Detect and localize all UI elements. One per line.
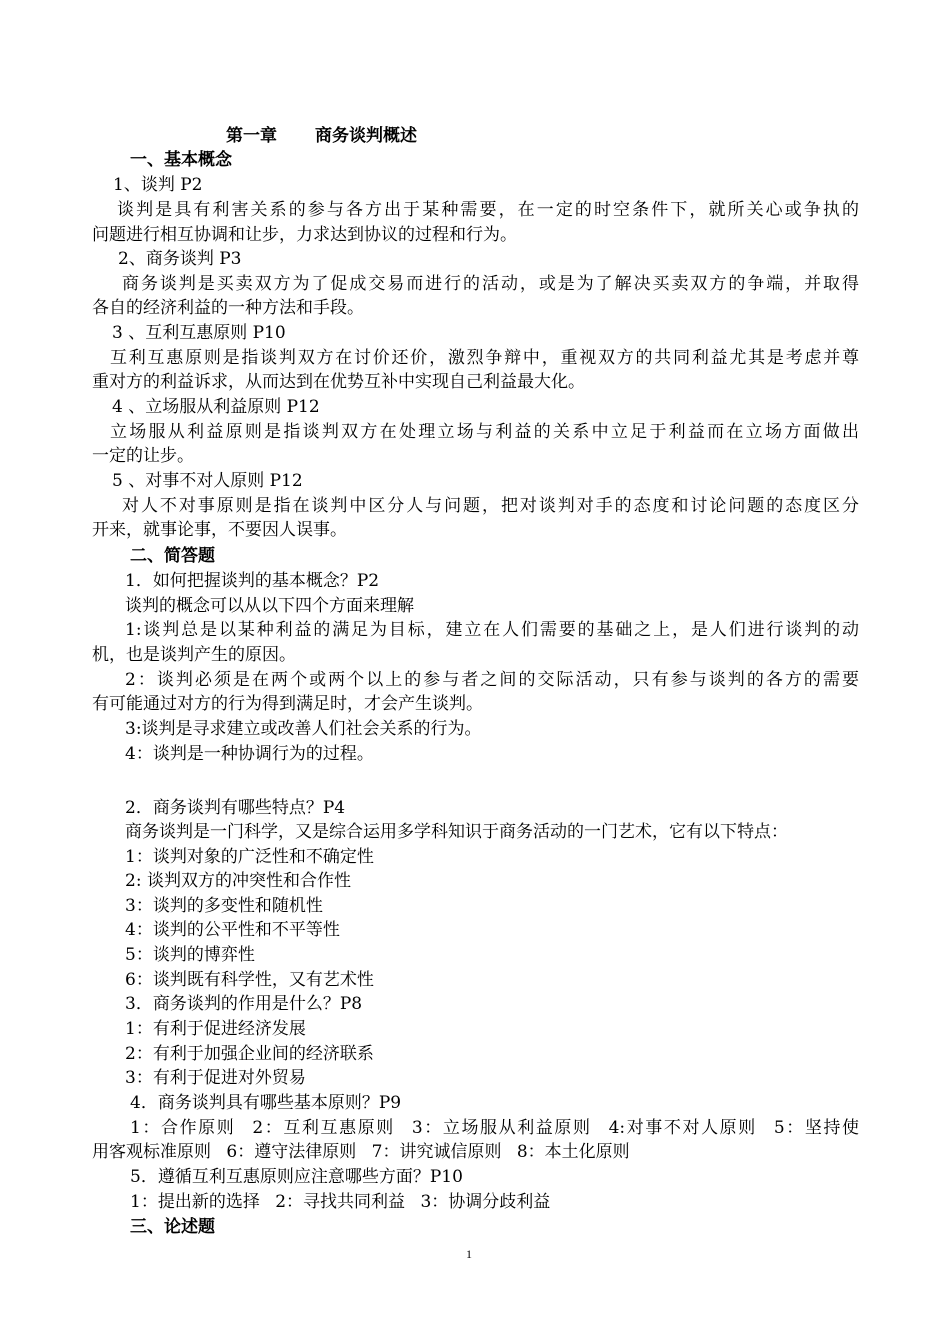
answer-item: 3：谈判的多变性和随机性	[125, 896, 323, 916]
concept-text: 问题进行相互协调和让步，力求达到协议的过程和行为。	[92, 225, 517, 245]
answer-item: 1：有利于促进经济发展	[125, 1019, 306, 1039]
answer-line: 机，也是谈判产生的原因。	[92, 645, 296, 665]
answer-line: 用客观标准原则 6：遵守法律原则 7：讲究诚信原则 8：本土化原则	[92, 1142, 630, 1162]
page-number: 1	[466, 1247, 472, 1261]
answer-line: 有可能通过对方的行为得到满足时，才会产生谈判。	[92, 694, 483, 714]
concept-text: 商务谈判是买卖双方为了促成交易而进行的活动，或是为了解决买卖双方的争端，并取得	[122, 274, 859, 294]
answer-line: 1:谈判总是以某种利益的满足为目标，建立在人们需要的基础之上，是人们进行谈判的动	[125, 620, 859, 640]
concept-text: 立场服从利益原则是指谈判双方在处理立场与利益的关系中立足于利益而在立场方面做出	[110, 422, 859, 442]
concept-text: 谈判是具有利害关系的参与各方出于某种需要，在一定的时空条件下，就所关心或争执的	[117, 200, 859, 220]
concept-text: 互利互惠原则是指谈判双方在讨价还价，激烈争辩中，重视双方的共同利益尤其是考虑并尊	[110, 348, 859, 368]
question-title: 2．商务谈判有哪些特点？P4	[125, 798, 346, 818]
answer-intro: 商务谈判是一门科学，又是综合运用多学科知识于商务活动的一门艺术，它有以下特点：	[125, 822, 788, 842]
concept-text: 一定的让步。	[92, 446, 194, 466]
answer-item: 1：谈判对象的广泛性和不确定性	[125, 847, 374, 867]
question-title: 4．商务谈判具有哪些基本原则？P9	[130, 1093, 402, 1113]
answer-line: 1：合作原则 2：互利互惠原则 3：立场服从利益原则 4:对事不对人原则 5：坚持使	[130, 1118, 859, 1138]
answer-line: 4：谈判是一种协调行为的过程。	[125, 744, 374, 764]
answer-item: 5：谈判的博弈性	[125, 945, 255, 965]
concept-heading: 3 、互利互惠原则 P10	[112, 323, 286, 343]
section-heading-short-answer: 二、简答题	[130, 546, 215, 566]
concept-text: 对人不对事原则是指在谈判中区分人与问题，把对谈判对手的态度和讨论问题的态度区分	[122, 496, 859, 516]
section-heading-basic-concepts: 一、基本概念	[130, 150, 232, 170]
answer-line: 1：提出新的选择 2：寻找共同利益 3：协调分歧利益	[130, 1192, 551, 1212]
concept-heading: 4 、立场服从利益原则 P12	[112, 397, 320, 417]
answer-item: 3：有利于促进对外贸易	[125, 1068, 306, 1088]
concept-heading: 5 、对事不对人原则 P12	[112, 471, 303, 491]
chapter-number: 第一章	[226, 126, 277, 146]
chapter-name: 商务谈判概述	[315, 126, 417, 146]
answer-item: 6：谈判既有科学性，又有艺术性	[125, 970, 374, 990]
concept-heading: 1、谈判 P2	[113, 175, 203, 195]
answer-line: 2：谈判必须是在两个或两个以上的参与者之间的交际活动，只有参与谈判的各方的需要	[125, 670, 859, 690]
concept-text: 开来，就事论事，不要因人误事。	[92, 520, 347, 540]
chapter-title	[226, 124, 417, 148]
answer-item: 4：谈判的公平性和不平等性	[125, 920, 340, 940]
answer-item: 2: 谈判双方的冲突性和合作性	[125, 871, 351, 891]
question-title: 1．如何把握谈判的基本概念？P2	[125, 571, 380, 591]
concept-text: 各自的经济利益的一种方法和手段。	[92, 298, 364, 318]
concept-text: 重对方的利益诉求，从而达到在优势互补中实现自己利益最大化。	[92, 372, 585, 392]
question-title: 5．遵循互利互惠原则应注意哪些方面？P10	[130, 1167, 463, 1187]
concept-heading: 2、商务谈判 P3	[118, 249, 242, 269]
answer-line: 3:谈判是寻求建立或改善人们社会关系的行为。	[125, 719, 482, 739]
question-title: 3．商务谈判的作用是什么？P8	[125, 994, 363, 1014]
answer-item: 2：有利于加强企业间的经济联系	[125, 1044, 374, 1064]
section-heading-essay: 三、论述题	[130, 1217, 215, 1237]
answer-intro: 谈判的概念可以从以下四个方面来理解	[125, 596, 414, 616]
